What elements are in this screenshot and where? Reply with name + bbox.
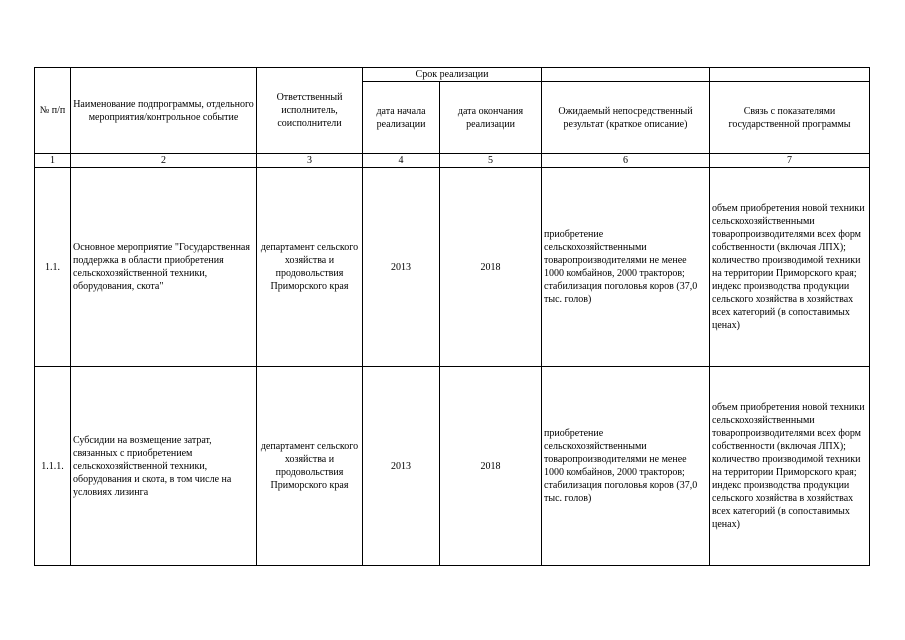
- row-result: приобретение сельскохозяйственными товаропроизводителями не менее 1000 комбайнов, 2000 тракторов; стабилизация поголовья коров (37,0 тыс. голов): [542, 367, 710, 566]
- column-number: 3: [257, 154, 363, 168]
- header-col-end: дата окончания реализации: [440, 82, 542, 154]
- row-start-date: 2013: [363, 367, 440, 566]
- row-number: 1.1.1.: [35, 367, 71, 566]
- row-number: 1.1.: [35, 168, 71, 367]
- header-col-executor: Ответственный исполнитель, соисполнители: [257, 68, 363, 154]
- header-col-term: Срок реализации: [363, 68, 542, 82]
- row-link: объем приобретения новой техники сельскохозяйственными товаропроизводителями всех форм собственности (включая ЛПХ); количество производимой техники на территории Приморского края; индекс производства продукции сельского хозяйства в хозяйствах всех категорий (в сопоставимых ценах): [710, 367, 870, 566]
- row-name: Субсидии на возмещение затрат, связанных с приобретением сельскохозяйственной техники, оборудования и скота, в том числе на условиях лизинга: [71, 367, 257, 566]
- header-col-start: дата начала реализации: [363, 82, 440, 154]
- row-name: Основное мероприятие "Государственная поддержка в области приобретения сельскохозяйственной техники, оборудования, скота": [71, 168, 257, 367]
- header-blank-link: [710, 68, 870, 82]
- table-row: [35, 168, 870, 367]
- row-end-date: 2018: [440, 168, 542, 367]
- header-col-link: Связь с показателями государственной программы: [710, 82, 870, 154]
- column-number: 7: [710, 154, 870, 168]
- column-number-row: [35, 154, 870, 168]
- row-executor: департамент сельского хозяйства и продовольствия Приморского края: [257, 367, 363, 566]
- row-start-date: 2013: [363, 168, 440, 367]
- program-table: [34, 67, 870, 566]
- column-number: 1: [35, 154, 71, 168]
- column-number: 2: [71, 154, 257, 168]
- column-number: 4: [363, 154, 440, 168]
- row-result: приобретение сельскохозяйственными товаропроизводителями не менее 1000 комбайнов, 2000 тракторов; стабилизация поголовья коров (37,0 тыс. голов): [542, 168, 710, 367]
- column-number: 5: [440, 154, 542, 168]
- header-col-no: № п/п: [35, 68, 71, 154]
- header-col-result: Ожидаемый непосредственный результат (краткое описание): [542, 82, 710, 154]
- header-col-name: Наименование подпрограммы, отдельного мероприятия/контрольное событие: [71, 68, 257, 154]
- row-executor: департамент сельского хозяйства и продовольствия Приморского края: [257, 168, 363, 367]
- column-number: 6: [542, 154, 710, 168]
- row-end-date: 2018: [440, 367, 542, 566]
- row-link: объем приобретения новой техники сельскохозяйственными товаропроизводителями всех форм собственности (включая ЛПХ); количество производимой техники на территории Приморского края; индекс производства продукции сельского хозяйства в хозяйствах всех категорий (в сопоставимых ценах): [710, 168, 870, 367]
- header-blank-result: [542, 68, 710, 82]
- table-row: [35, 367, 870, 566]
